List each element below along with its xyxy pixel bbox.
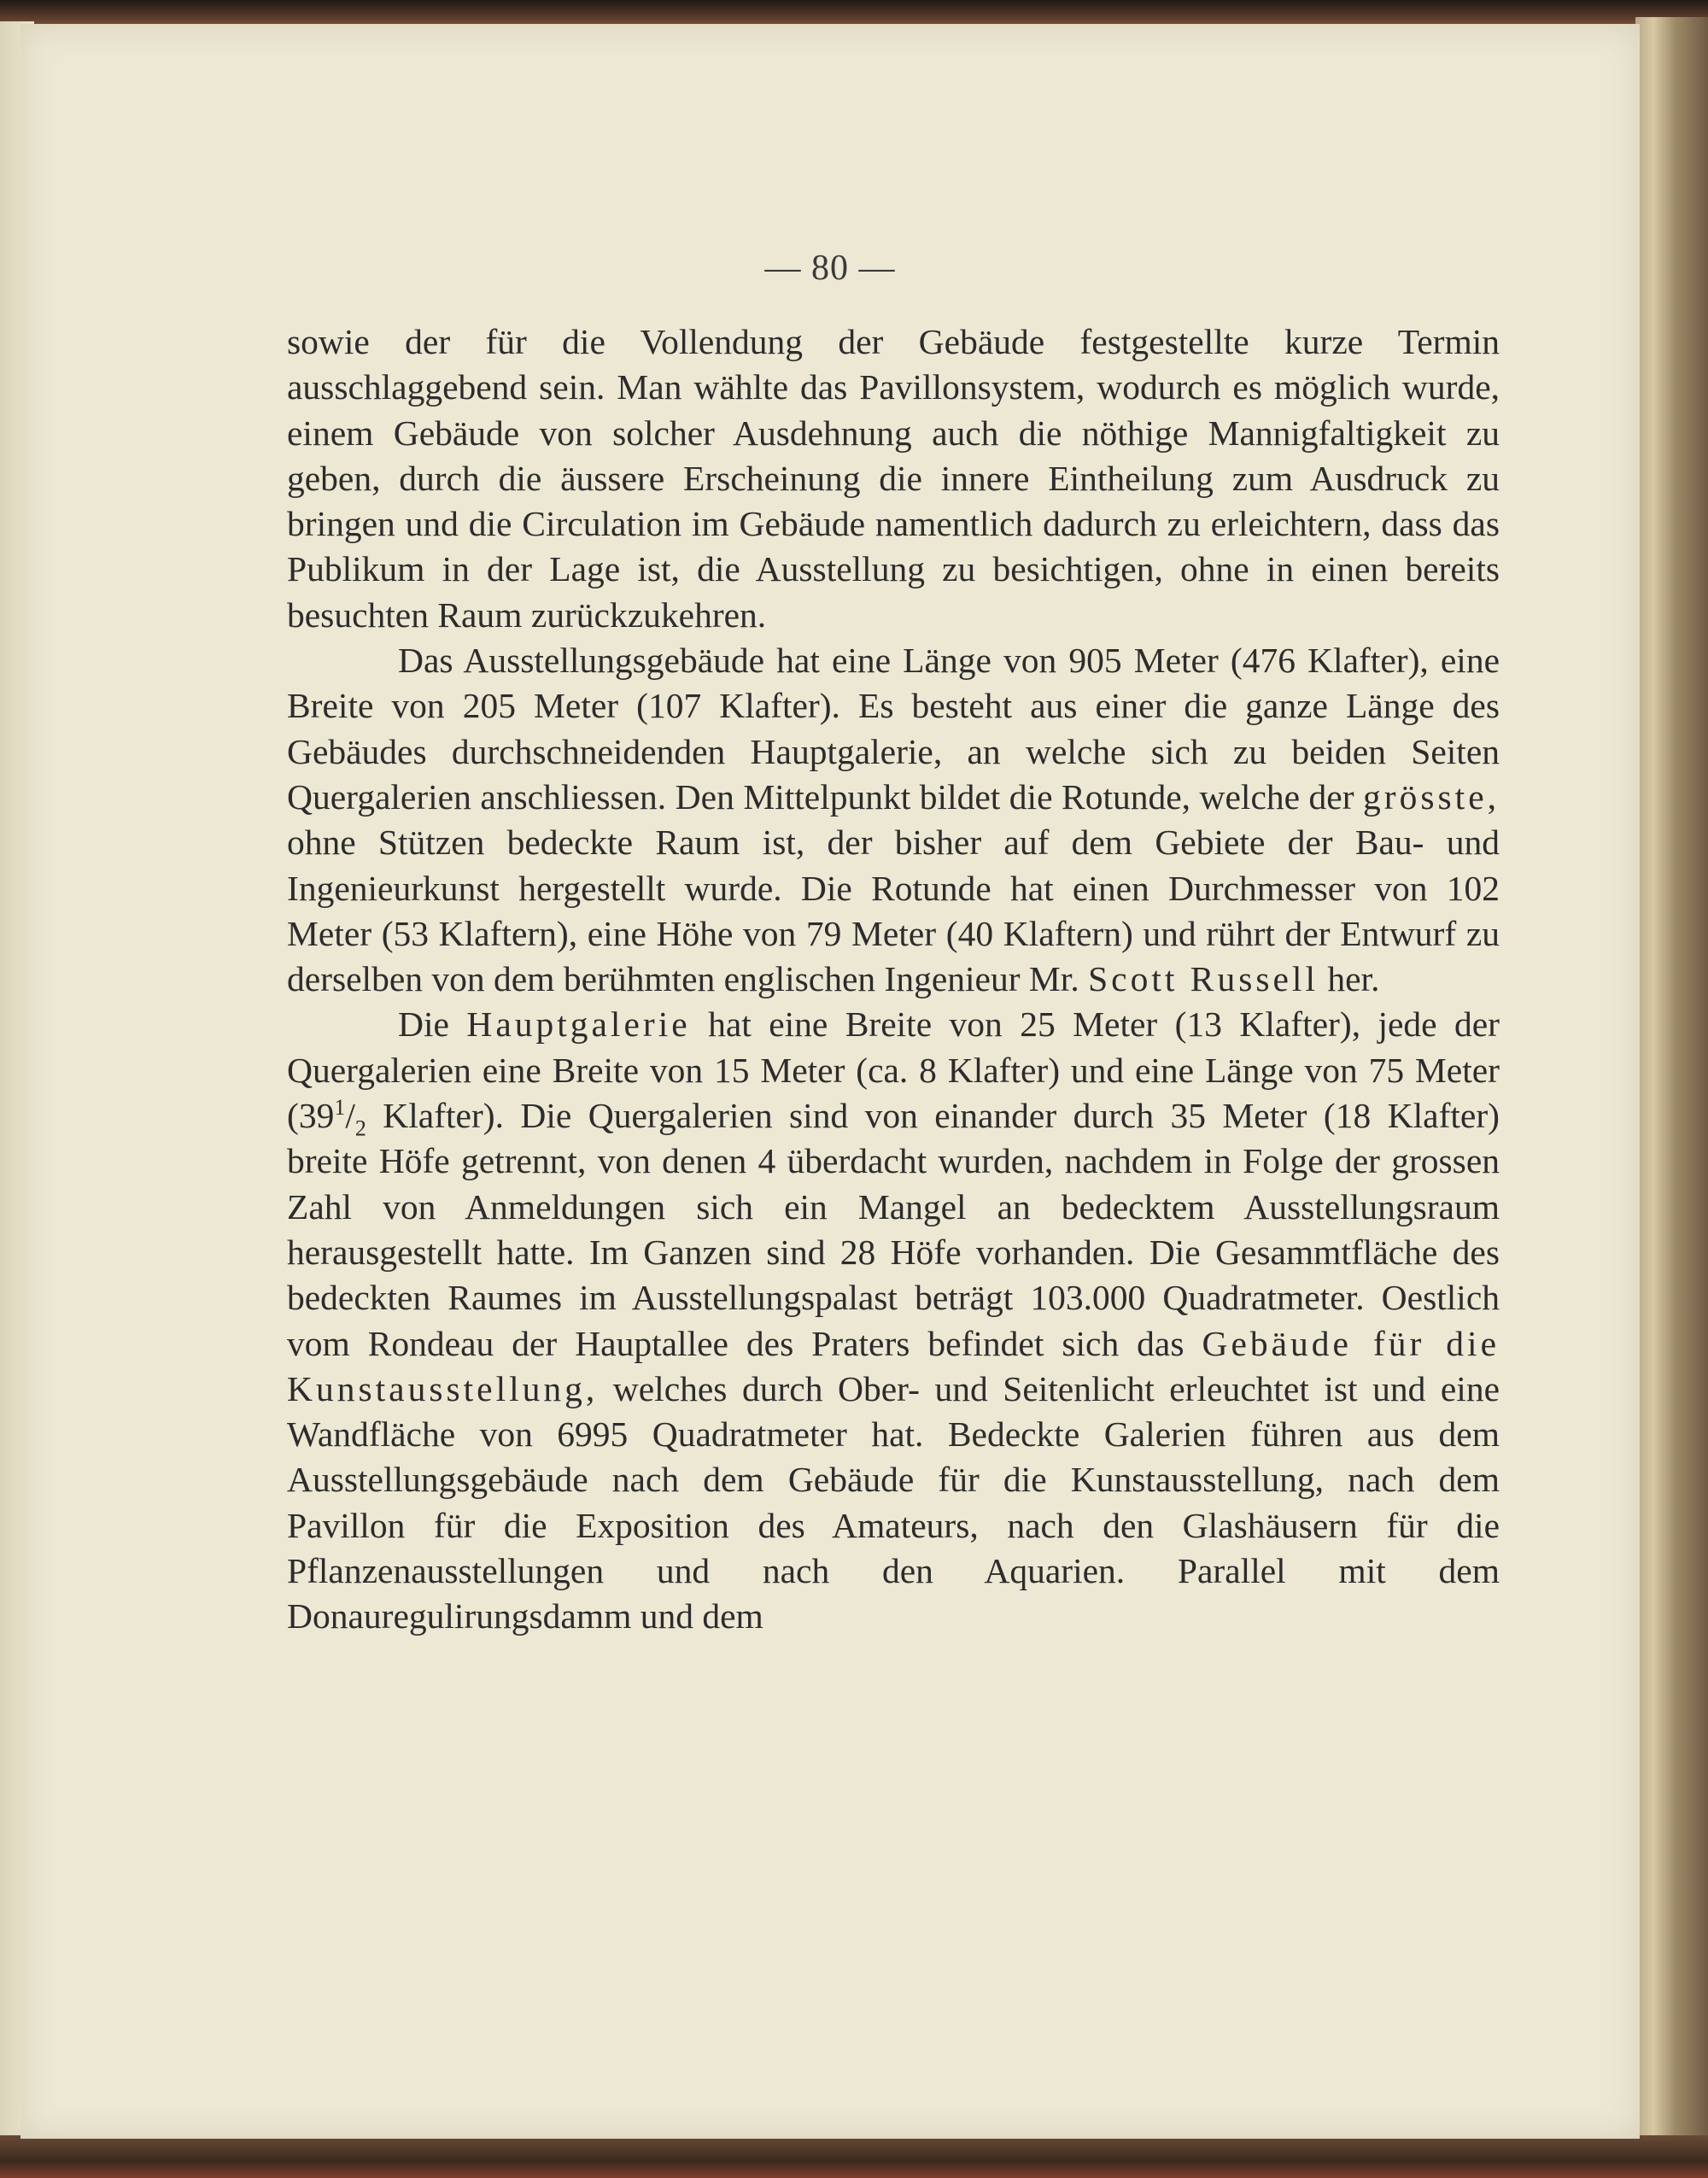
fraction-numerator: 1 xyxy=(334,1095,346,1121)
paragraph-3 xyxy=(287,1002,1500,1639)
book-bottom-edge xyxy=(0,2135,1708,2178)
emphasis-scott-russell: Scott Russell xyxy=(1088,959,1319,999)
page-body xyxy=(287,319,1500,1640)
paragraph-1 xyxy=(287,319,1500,638)
paragraph-3-text-c: Klafter). Die Quergalerien sind von einander durch 35 Meter (18 Klafter) breite Höfe getrennt, von denen 4 überdacht wurden, nachdem in Folge der grossen Zahl von Anmeldungen sich ein Mangel an bedecktem Ausstellungsraum herausgestellt hatte. Im Ganzen sind 28 Höfe vorhanden. Die Gesammtfläche des bedeckten Raumes im Ausstellungspalast beträgt 103.000 Quadratmeter. Oestlich vom Rondeau der Hauptallee des Praters befindet sich das xyxy=(287,1096,1500,1363)
emphasis-hauptgalerie: Hauptgalerie xyxy=(466,1004,691,1045)
paragraph-3-text-d: welches durch Ober- und Seitenlicht erleuchtet ist und eine Wandfläche von 6995 Quadratmeter hat. Bedeckte Galerien führen aus dem Ausstellungsgebäude nach dem Gebäude für die Kunstausstellung, nach dem Pavillon für die Exposition des Amateurs, nach den Glashäusern für die Pflanzenausstellungen und nach den Aquarien. Parallel mit dem Donauregulirungsdamm und dem xyxy=(287,1368,1500,1636)
paragraph-3-text-a: Die xyxy=(398,1004,449,1045)
emphasis-groesste: grösste, xyxy=(1363,776,1500,817)
paragraph-2-text-b: ohne Stützen bedeckte Raum ist, der bisher auf dem Gebiete der Bau- und Ingenieurkunst hergestellt wurde. Die Rotunde hat einen Durchmesser von 102 Meter (53 Klaftern), eine Höhe von 79 Meter (40 Klaftern) und rührt der Entwurf zu derselben von dem berühmten englischen Ingenieur Mr. xyxy=(287,823,1500,999)
emphasis-kunstausstellung: Gebäude für die Kunstausstellung, xyxy=(287,1323,1500,1408)
paragraph-2-text-a: Das Ausstellungsgebäude hat eine Länge von 905 Meter (476 Klafter), eine Breite von 205 Meter (107 Klafter). Es besteht aus einer die ganze Länge des Gebäudes durchschneidenden Hauptgalerie, an welche sich zu beiden Seiten Quergalerien anschliessen. Den Mittelpunkt bildet die Rotunde, welche der xyxy=(287,641,1500,817)
fraction-one-half: $^1/_2$ xyxy=(334,1095,366,1141)
paragraph-3-text-b: hat eine Breite von 25 Meter (13 Klafter), jede der Quergalerien eine Breite von 15 Meter (ca. 8 Klafter) und eine Länge von 75 Meter (39 xyxy=(287,1004,1500,1136)
fraction-denominator: 2 xyxy=(354,1115,366,1141)
paragraph-2-text-c: her. xyxy=(1327,959,1380,999)
page-number: — 80 — xyxy=(764,249,896,288)
paragraph-2 xyxy=(287,638,1500,1002)
paragraph-1-text: sowie der für die Vollendung der Gebäude festgestellte kurze Termin ausschlaggebend sein. Man wählte das Pavillonsystem, wodurch es möglich wurde, einem Gebäude von solcher Ausdehnung auch die nöthige Mannigfaltigkeit zu geben, durch die äussere Erscheinung die innere Eintheilung zum Ausdruck zu bringen und die Circulation im Gebäude namentlich dadurch zu erleichtern, dass das Publikum in der Lage ist, die Ausstellung zu besichtigen, ohne in einen bereits besuchten Raum zurückzukehren. xyxy=(287,322,1500,635)
book-page xyxy=(20,24,1640,2139)
book-top-edge xyxy=(0,0,1708,26)
book-right-edge xyxy=(1635,17,1708,2144)
